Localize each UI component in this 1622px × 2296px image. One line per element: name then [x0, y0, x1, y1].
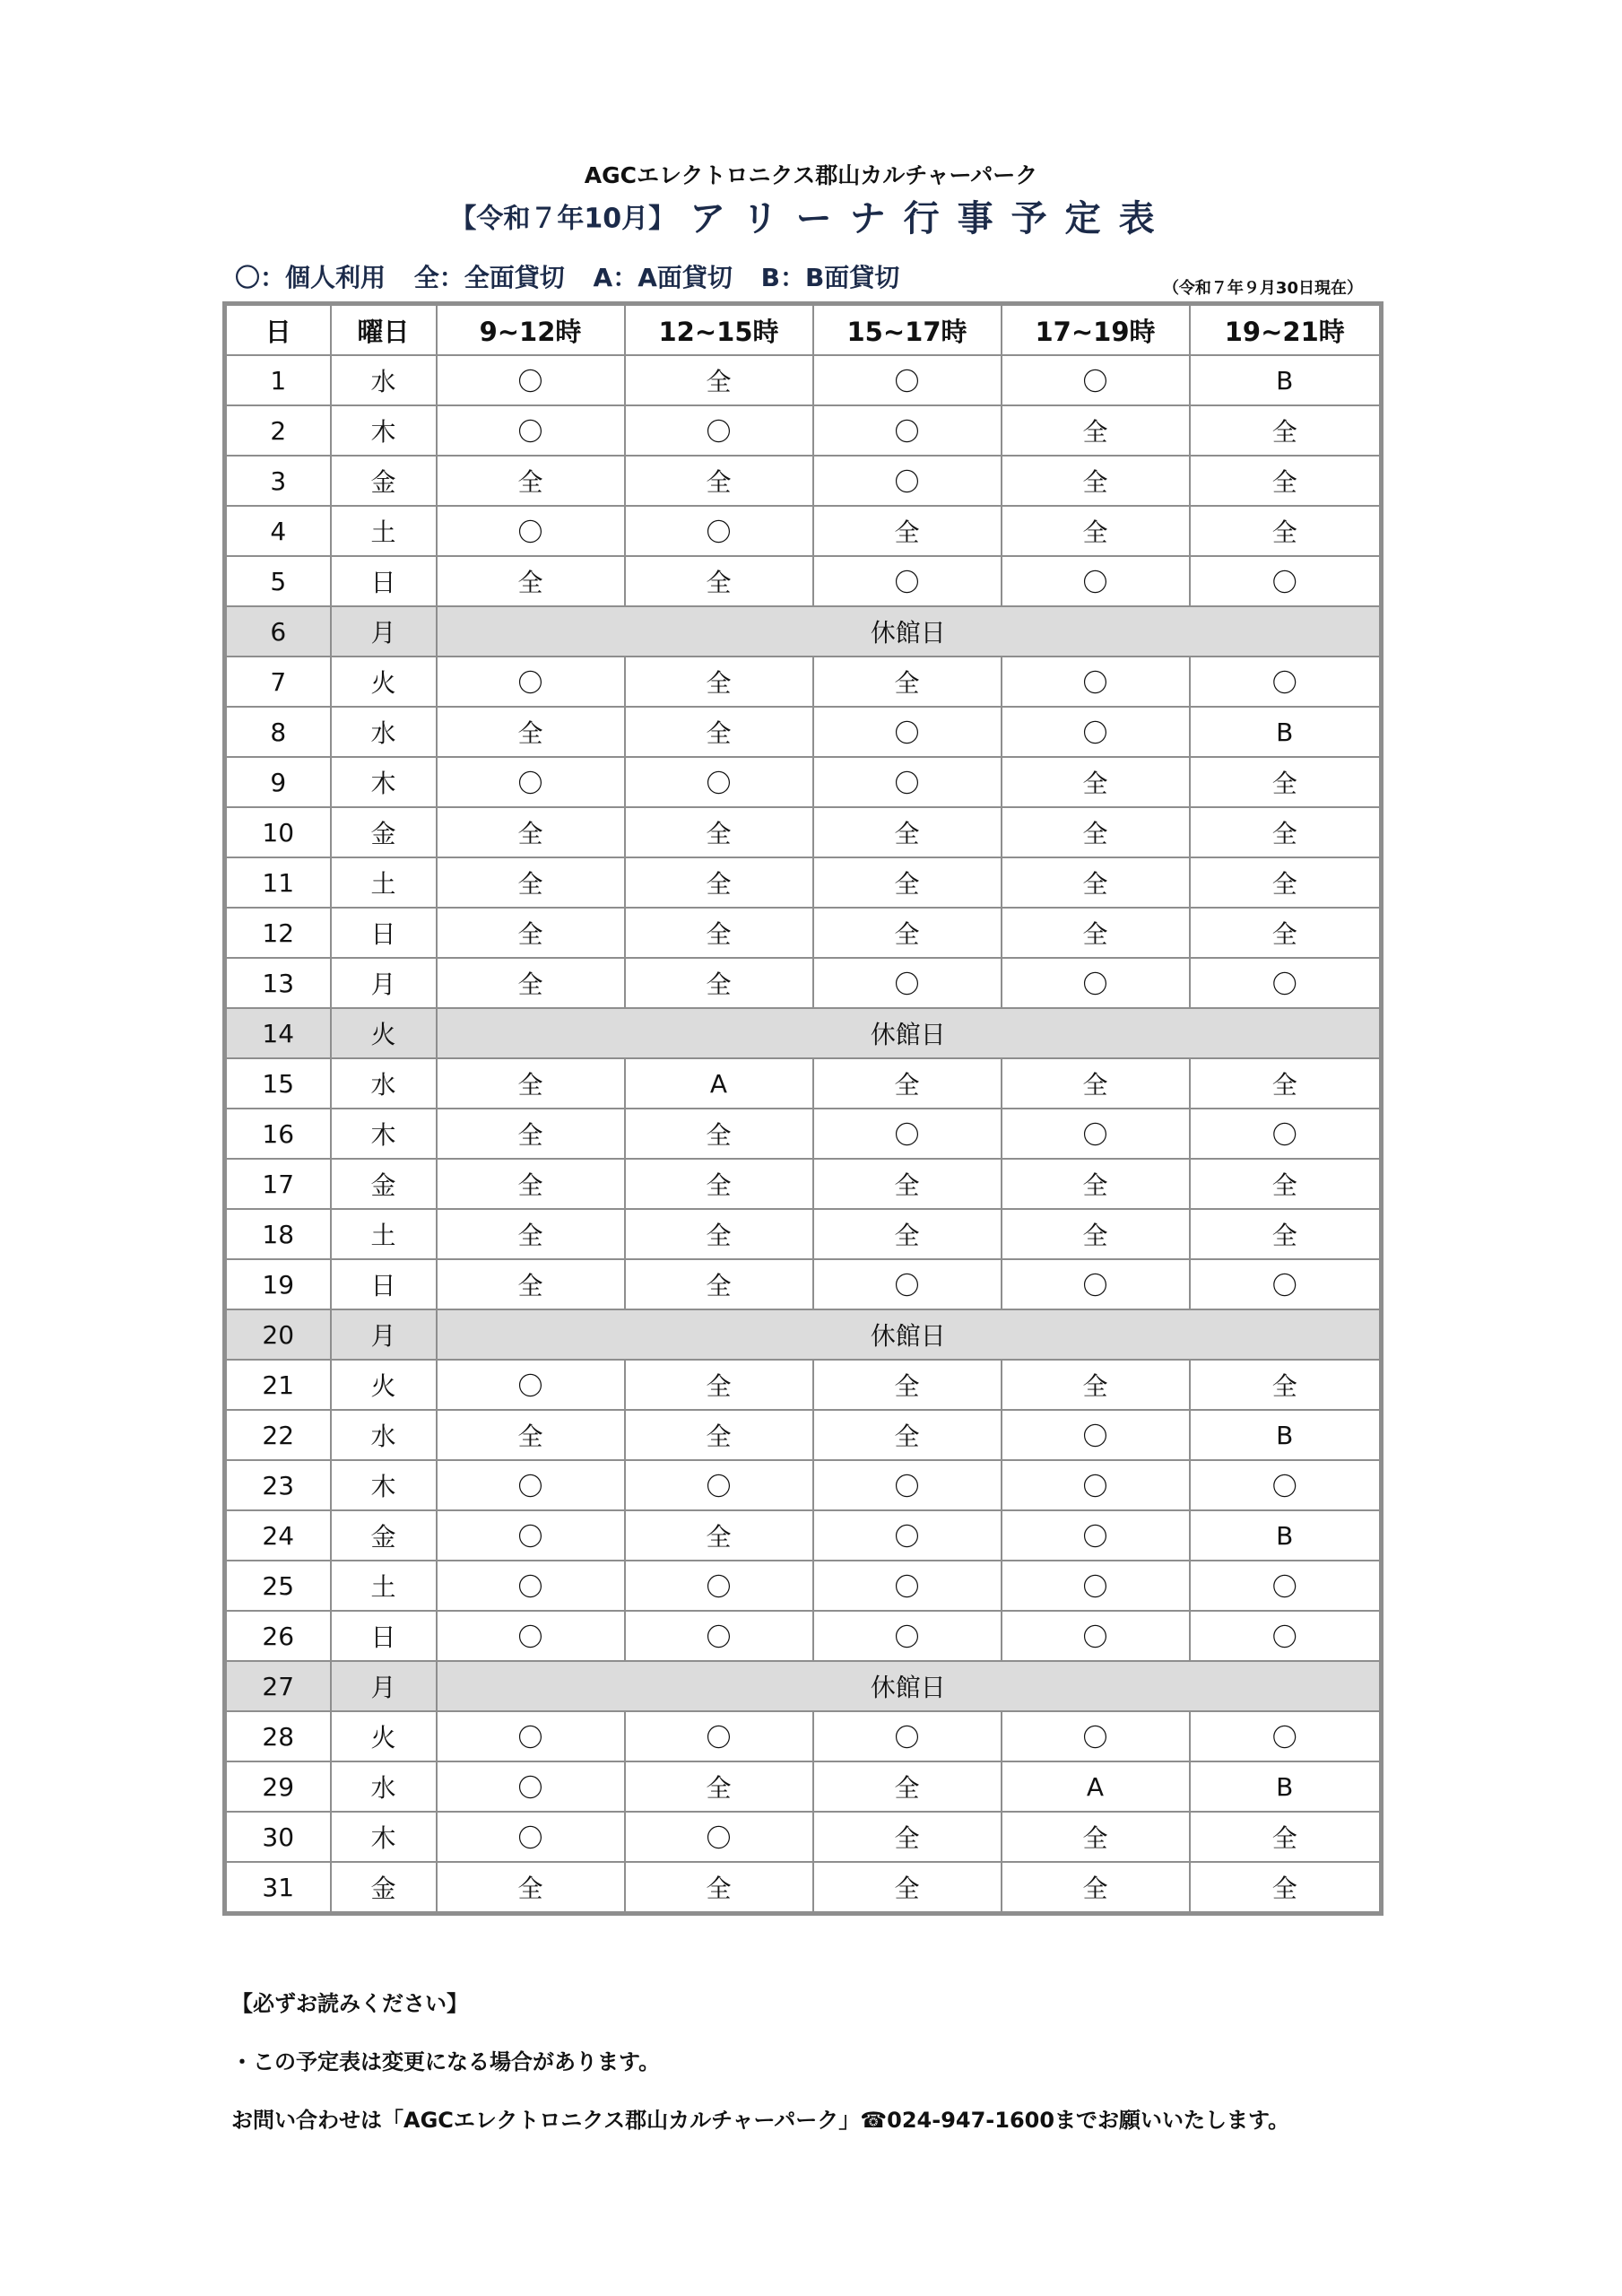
- cell-slot: 〇: [437, 657, 625, 707]
- cell-weekday: 木: [331, 757, 437, 807]
- table-row: [225, 707, 1382, 757]
- cell-slot: 〇: [813, 958, 1002, 1008]
- cell-day: 20: [225, 1309, 331, 1360]
- cell-slot: 〇: [813, 1510, 1002, 1561]
- cell-slot: 〇: [437, 1761, 625, 1812]
- cell-slot: 全: [437, 1058, 625, 1109]
- cell-slot: 全: [1002, 1159, 1190, 1209]
- table-row: [225, 1661, 1382, 1711]
- cell-slot: 〇: [813, 1611, 1002, 1661]
- cell-slot: 全: [813, 1360, 1002, 1410]
- cell-slot: 〇: [625, 1812, 813, 1862]
- cell-slot: 全: [437, 857, 625, 908]
- cell-slot: 全: [625, 958, 813, 1008]
- table-row: [225, 757, 1382, 807]
- cell-weekday: 月: [331, 958, 437, 1008]
- cell-weekday: 水: [331, 707, 437, 757]
- cell-slot: 〇: [437, 1711, 625, 1761]
- table-row: [225, 1008, 1382, 1058]
- cell-slot: 〇: [813, 1460, 1002, 1510]
- cell-slot: 〇: [625, 1611, 813, 1661]
- cell-weekday: 水: [331, 1410, 437, 1460]
- table-row: [225, 1058, 1382, 1109]
- cell-slot: 〇: [1002, 707, 1190, 757]
- cell-day: 28: [225, 1711, 331, 1761]
- cell-slot: 全: [1002, 807, 1190, 857]
- table-row: [225, 908, 1382, 958]
- cell-day: 25: [225, 1561, 331, 1611]
- cell-slot: 全: [1190, 1862, 1382, 1914]
- cell-slot: B: [1190, 1410, 1382, 1460]
- notes-contact: お問い合わせは「AGCエレクトロニクス郡山カルチャーパーク」☎024‐947‐1600までお願いいたします。: [231, 2108, 1290, 2133]
- cell-day: 15: [225, 1058, 331, 1109]
- cell-slot: 〇: [813, 355, 1002, 405]
- header-row: [225, 304, 1382, 356]
- cell-day: 22: [225, 1410, 331, 1460]
- cell-closed: 休館日: [437, 1661, 1382, 1711]
- cell-weekday: 金: [331, 1510, 437, 1561]
- cell-slot: B: [1190, 707, 1382, 757]
- cell-slot: 〇: [1190, 1259, 1382, 1309]
- cell-day: 8: [225, 707, 331, 757]
- cell-slot: 〇: [1002, 1259, 1190, 1309]
- cell-slot: 〇: [813, 1109, 1002, 1159]
- table-row: [225, 1259, 1382, 1309]
- cell-weekday: 土: [331, 1561, 437, 1611]
- cell-slot: 全: [813, 1209, 1002, 1259]
- cell-slot: 全: [1002, 1058, 1190, 1109]
- cell-slot: 全: [1002, 456, 1190, 506]
- cell-slot: 〇: [1190, 1611, 1382, 1661]
- cell-day: 21: [225, 1360, 331, 1410]
- cell-slot: 全: [625, 1410, 813, 1460]
- cell-weekday: 火: [331, 1008, 437, 1058]
- cell-slot: 〇: [1002, 657, 1190, 707]
- cell-slot: 〇: [1190, 1109, 1382, 1159]
- table-row: [225, 857, 1382, 908]
- venue-name: AGCエレクトロニクス郡山カルチャーパーク: [584, 162, 1038, 188]
- cell-slot: 全: [625, 707, 813, 757]
- cell-day: 11: [225, 857, 331, 908]
- cell-slot: 〇: [1002, 556, 1190, 606]
- table-row: [225, 1711, 1382, 1761]
- cell-slot: 全: [437, 1159, 625, 1209]
- cell-slot: A: [1002, 1761, 1190, 1812]
- cell-slot: 全: [437, 707, 625, 757]
- cell-weekday: 土: [331, 857, 437, 908]
- legend-full: 全：全面貸切: [413, 263, 565, 292]
- cell-weekday: 日: [331, 1259, 437, 1309]
- table-row: [225, 1510, 1382, 1561]
- cell-weekday: 月: [331, 1309, 437, 1360]
- cell-slot: 〇: [437, 1510, 625, 1561]
- table-row: [225, 1159, 1382, 1209]
- cell-slot: 全: [625, 456, 813, 506]
- cell-day: 23: [225, 1460, 331, 1510]
- cell-slot: 全: [813, 1812, 1002, 1862]
- title-main: アリーナ行事予定表: [690, 198, 1173, 239]
- cell-day: 9: [225, 757, 331, 807]
- table-row: [225, 556, 1382, 606]
- cell-weekday: 金: [331, 1862, 437, 1914]
- cell-slot: 〇: [437, 1360, 625, 1410]
- cell-weekday: 日: [331, 908, 437, 958]
- table-row: [225, 1862, 1382, 1914]
- cell-slot: 〇: [625, 405, 813, 456]
- cell-slot: 〇: [1190, 657, 1382, 707]
- cell-weekday: 金: [331, 807, 437, 857]
- cell-slot: 全: [1002, 908, 1190, 958]
- cell-day: 2: [225, 405, 331, 456]
- cell-slot: 〇: [1190, 958, 1382, 1008]
- cell-slot: 〇: [625, 506, 813, 556]
- cell-day: 17: [225, 1159, 331, 1209]
- cell-closed: 休館日: [437, 1008, 1382, 1058]
- cell-slot: 〇: [813, 1259, 1002, 1309]
- cell-slot: 全: [1190, 807, 1382, 857]
- table-row: [225, 657, 1382, 707]
- legend: [235, 258, 919, 294]
- cell-slot: 全: [813, 1410, 1002, 1460]
- cell-slot: 〇: [437, 506, 625, 556]
- cell-slot: 全: [1190, 1058, 1382, 1109]
- cell-slot: 〇: [1190, 556, 1382, 606]
- cell-slot: 〇: [1002, 1109, 1190, 1159]
- cell-slot: 全: [625, 1209, 813, 1259]
- header-slot-17-19: 17~19時: [1002, 304, 1190, 356]
- cell-weekday: 木: [331, 1109, 437, 1159]
- cell-weekday: 木: [331, 1460, 437, 1510]
- cell-slot: 全: [437, 1259, 625, 1309]
- cell-slot: 〇: [437, 1460, 625, 1510]
- cell-slot: 〇: [1002, 355, 1190, 405]
- cell-slot: 全: [1190, 1159, 1382, 1209]
- cell-slot: 全: [1190, 1812, 1382, 1862]
- cell-day: 31: [225, 1862, 331, 1914]
- cell-slot: 〇: [625, 1711, 813, 1761]
- cell-day: 27: [225, 1661, 331, 1711]
- cell-slot: 全: [625, 1109, 813, 1159]
- cell-weekday: 水: [331, 355, 437, 405]
- cell-slot: 〇: [1002, 1611, 1190, 1661]
- cell-slot: 全: [625, 908, 813, 958]
- header-weekday: 曜日: [331, 304, 437, 356]
- cell-slot: 全: [1190, 857, 1382, 908]
- cell-slot: 全: [625, 556, 813, 606]
- cell-weekday: 月: [331, 1661, 437, 1711]
- cell-slot: 全: [813, 1761, 1002, 1812]
- cell-slot: 全: [1190, 405, 1382, 456]
- table-row: [225, 807, 1382, 857]
- table-row: [225, 1109, 1382, 1159]
- cell-day: 3: [225, 456, 331, 506]
- notes-change: ・この予定表は変更になる場合があります。: [231, 2049, 661, 2074]
- cell-slot: 全: [437, 556, 625, 606]
- cell-slot: 全: [813, 1159, 1002, 1209]
- legend-a-side: A：A面貸切: [593, 263, 733, 292]
- cell-slot: 〇: [1002, 1460, 1190, 1510]
- cell-slot: 全: [625, 355, 813, 405]
- cell-slot: 〇: [813, 405, 1002, 456]
- cell-slot: 〇: [625, 757, 813, 807]
- cell-slot: 〇: [625, 1460, 813, 1510]
- cell-slot: 全: [1002, 1360, 1190, 1410]
- cell-slot: 全: [437, 1862, 625, 1914]
- cell-slot: 全: [813, 506, 1002, 556]
- cell-slot: B: [1190, 1761, 1382, 1812]
- cell-weekday: 月: [331, 606, 437, 657]
- cell-weekday: 水: [331, 1761, 437, 1812]
- cell-slot: 全: [437, 1410, 625, 1460]
- table-row: [225, 456, 1382, 506]
- cell-weekday: 土: [331, 1209, 437, 1259]
- cell-day: 24: [225, 1510, 331, 1561]
- cell-day: 12: [225, 908, 331, 958]
- cell-slot: 全: [625, 1761, 813, 1812]
- cell-slot: 全: [1002, 1812, 1190, 1862]
- cell-slot: B: [1190, 355, 1382, 405]
- schedule-body: [225, 355, 1382, 1914]
- cell-slot: 全: [625, 1510, 813, 1561]
- cell-weekday: 木: [331, 1812, 437, 1862]
- cell-slot: 〇: [813, 757, 1002, 807]
- cell-slot: 全: [1002, 506, 1190, 556]
- header-slot-19-21: 19~21時: [1190, 304, 1382, 356]
- header-slot-12-15: 12~15時: [625, 304, 813, 356]
- legend-individual: 〇：個人利用: [235, 263, 386, 292]
- page-title: [0, 190, 1622, 241]
- cell-slot: 〇: [813, 1711, 1002, 1761]
- cell-slot: 〇: [1002, 1510, 1190, 1561]
- cell-slot: 〇: [813, 556, 1002, 606]
- cell-slot: 〇: [813, 707, 1002, 757]
- cell-weekday: 金: [331, 1159, 437, 1209]
- cell-slot: 全: [1190, 1360, 1382, 1410]
- cell-slot: 〇: [625, 1561, 813, 1611]
- cell-slot: 〇: [813, 456, 1002, 506]
- cell-slot: 全: [813, 1058, 1002, 1109]
- cell-weekday: 木: [331, 405, 437, 456]
- cell-day: 6: [225, 606, 331, 657]
- cell-slot: 全: [625, 1862, 813, 1914]
- cell-weekday: 土: [331, 506, 437, 556]
- cell-slot: 全: [437, 456, 625, 506]
- cell-slot: 〇: [437, 1812, 625, 1862]
- cell-slot: 全: [625, 1360, 813, 1410]
- cell-slot: 全: [437, 958, 625, 1008]
- notes: [231, 1986, 1289, 2134]
- cell-slot: 〇: [1002, 1711, 1190, 1761]
- title-period: 【令和７年10月】: [449, 203, 676, 235]
- as-of-date: （令和７年９月30日現在）: [1162, 279, 1363, 298]
- table-row: [225, 1561, 1382, 1611]
- cell-day: 10: [225, 807, 331, 857]
- table-row: [225, 958, 1382, 1008]
- table-row: [225, 1812, 1382, 1862]
- table-row: [225, 606, 1382, 657]
- cell-day: 4: [225, 506, 331, 556]
- cell-closed: 休館日: [437, 1309, 1382, 1360]
- cell-weekday: 金: [331, 456, 437, 506]
- table-row: [225, 1309, 1382, 1360]
- cell-slot: 〇: [1002, 1561, 1190, 1611]
- cell-slot: 〇: [437, 355, 625, 405]
- table-row: [225, 1460, 1382, 1510]
- cell-slot: 全: [1002, 857, 1190, 908]
- header-slot-9-12: 9~12時: [437, 304, 625, 356]
- cell-slot: 〇: [437, 1561, 625, 1611]
- cell-weekday: 水: [331, 1058, 437, 1109]
- cell-day: 19: [225, 1259, 331, 1309]
- cell-slot: 〇: [437, 405, 625, 456]
- cell-day: 30: [225, 1812, 331, 1862]
- cell-slot: 全: [1190, 757, 1382, 807]
- cell-slot: 全: [1002, 757, 1190, 807]
- cell-day: 7: [225, 657, 331, 707]
- cell-weekday: 火: [331, 657, 437, 707]
- cell-slot: 全: [1002, 1862, 1190, 1914]
- table-row: [225, 1209, 1382, 1259]
- cell-slot: A: [625, 1058, 813, 1109]
- cell-day: 14: [225, 1008, 331, 1058]
- cell-slot: 〇: [437, 1611, 625, 1661]
- cell-closed: 休館日: [437, 606, 1382, 657]
- cell-slot: 〇: [437, 757, 625, 807]
- cell-slot: 〇: [1002, 958, 1190, 1008]
- cell-day: 18: [225, 1209, 331, 1259]
- table-row: [225, 355, 1382, 405]
- cell-slot: 全: [1190, 908, 1382, 958]
- cell-slot: B: [1190, 1510, 1382, 1561]
- cell-slot: 〇: [1002, 1410, 1190, 1460]
- header-slot-15-17: 15~17時: [813, 304, 1002, 356]
- cell-weekday: 火: [331, 1360, 437, 1410]
- cell-day: 16: [225, 1109, 331, 1159]
- cell-slot: 〇: [1190, 1561, 1382, 1611]
- cell-slot: 全: [813, 857, 1002, 908]
- cell-slot: 全: [1190, 456, 1382, 506]
- cell-slot: 全: [1190, 1209, 1382, 1259]
- table-row: [225, 405, 1382, 456]
- legend-b-side: B：B面貸切: [760, 263, 900, 292]
- notes-title: 【必ずお読みください】: [231, 1991, 468, 2016]
- cell-slot: 全: [813, 908, 1002, 958]
- table-row: [225, 1410, 1382, 1460]
- cell-slot: 全: [625, 857, 813, 908]
- cell-slot: 全: [437, 1109, 625, 1159]
- cell-day: 5: [225, 556, 331, 606]
- cell-slot: 全: [813, 657, 1002, 707]
- schedule-table: [222, 301, 1383, 1916]
- cell-slot: 全: [437, 908, 625, 958]
- cell-weekday: 日: [331, 556, 437, 606]
- cell-slot: 全: [625, 1259, 813, 1309]
- cell-slot: 〇: [1190, 1711, 1382, 1761]
- cell-slot: 全: [813, 1862, 1002, 1914]
- table-row: [225, 1761, 1382, 1812]
- cell-day: 29: [225, 1761, 331, 1812]
- cell-slot: 全: [437, 1209, 625, 1259]
- cell-slot: 全: [625, 657, 813, 707]
- cell-slot: 全: [1002, 405, 1190, 456]
- table-row: [225, 1611, 1382, 1661]
- cell-day: 13: [225, 958, 331, 1008]
- table-row: [225, 1360, 1382, 1410]
- cell-slot: 全: [437, 807, 625, 857]
- cell-weekday: 火: [331, 1711, 437, 1761]
- table-row: [225, 506, 1382, 556]
- cell-day: 1: [225, 355, 331, 405]
- cell-slot: 全: [813, 807, 1002, 857]
- cell-slot: 全: [1190, 506, 1382, 556]
- cell-day: 26: [225, 1611, 331, 1661]
- cell-weekday: 日: [331, 1611, 437, 1661]
- cell-slot: 全: [1002, 1209, 1190, 1259]
- header-day: 日: [225, 304, 331, 356]
- cell-slot: 全: [625, 1159, 813, 1209]
- cell-slot: 全: [625, 807, 813, 857]
- cell-slot: 〇: [1190, 1460, 1382, 1510]
- cell-slot: 〇: [813, 1561, 1002, 1611]
